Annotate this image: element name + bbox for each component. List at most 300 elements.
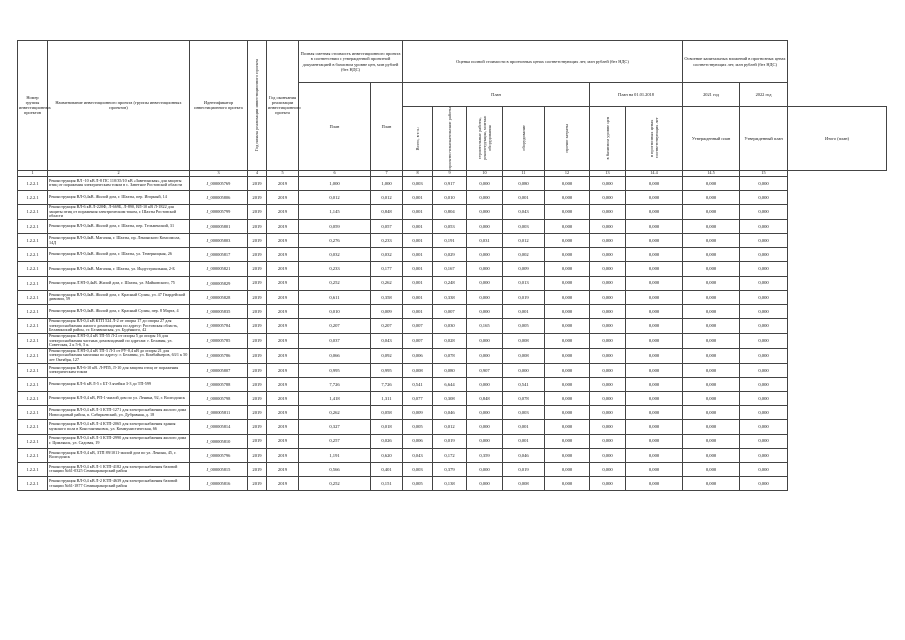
project-id-cell: J_000005821: [190, 262, 248, 276]
total-cell: 0,000: [740, 290, 788, 304]
project-name-cell: Реконструкция ВЛ-0,4 кВ Л-2 КТП-4639 для электроснабжения базовой станции №61-1877 Семикаракорский район: [48, 477, 190, 491]
total-cell: 0,000: [740, 262, 788, 276]
cost-cell: 0,000: [683, 434, 740, 448]
cost-cell: 0,000: [545, 190, 590, 204]
project-id-cell: J_000005788: [190, 377, 248, 391]
cost-cell: 0,046: [433, 406, 467, 420]
year-start-cell: 2019: [248, 190, 267, 204]
table-row: [18, 233, 887, 247]
cost-cell: 0,000: [626, 219, 683, 233]
group-cell: 1.2.2.1: [18, 248, 48, 262]
table-row: [18, 462, 887, 476]
column-index-cell: 7: [371, 170, 403, 176]
group-cell: 1.2.2.1: [18, 290, 48, 304]
cost-cell: 0,000: [626, 262, 683, 276]
year-end-cell: 2019: [267, 477, 299, 491]
year-start-cell: 2019: [248, 204, 267, 219]
cost-cell: 0,000: [545, 462, 590, 476]
group-cell: 1.2.2.1: [18, 391, 48, 405]
group-cell: 1.2.2.1: [18, 276, 48, 290]
cost-cell: 0,000: [683, 190, 740, 204]
cost-cell: 0,000: [545, 176, 590, 190]
total-cell: 0,000: [740, 377, 788, 391]
cost-cell: 0,917: [433, 176, 467, 190]
cost-cell: 0,043: [503, 204, 545, 219]
project-id-cell: J_000005814: [190, 420, 248, 434]
cost-cell: 0,000: [626, 204, 683, 219]
header-eval-other: прочие затраты: [545, 107, 590, 171]
investment-table-sheet: [17, 40, 887, 491]
cost-cell: 0,359: [467, 448, 503, 462]
year-end-cell: 2019: [267, 290, 299, 304]
header-full-cost-plan: План: [299, 83, 371, 171]
cost-cell: 1,000: [371, 176, 403, 190]
table-row: [18, 448, 887, 462]
year-end-cell: 2019: [267, 363, 299, 377]
group-cell: 1.2.2.1: [18, 420, 48, 434]
cost-cell: 0,000: [683, 363, 740, 377]
project-name-cell: Реконструкция ВЛ-0,4 кВ Л-4 КТП-2065 для электроснабжения здания мужского пола в Константиновск, ул. Коммунистическая, 66: [48, 420, 190, 434]
cost-cell: 0,000: [626, 276, 683, 290]
cost-cell: 0,000: [545, 377, 590, 391]
cost-cell: 0,001: [403, 304, 433, 318]
cost-cell: 0,262: [371, 276, 403, 290]
cost-cell: 0,019: [503, 462, 545, 476]
project-id-cell: J_000005786: [190, 348, 248, 363]
table-row: [18, 333, 887, 348]
column-index-cell: 10: [467, 170, 503, 176]
year-end-cell: 2019: [267, 420, 299, 434]
year-end-cell: 2019: [267, 276, 299, 290]
project-name-cell: Реконструкция ВЛ-0,4кВ. Жилой дом, г. Шахты, ул. Темерницкая, 26: [48, 248, 190, 262]
cost-cell: 0,000: [590, 319, 626, 334]
year-end-cell: 2019: [267, 190, 299, 204]
cost-cell: 0,620: [371, 448, 403, 462]
year-start-cell: 2019: [248, 262, 267, 276]
project-id-cell: J_000005806: [190, 190, 248, 204]
cost-cell: 0,007: [403, 333, 433, 348]
cost-cell: 0,000: [626, 190, 683, 204]
project-name-cell: Реконструкция КЛ-6 кВ Л-5 с БТ-3 ячейки 3-3 до ТП-599: [48, 377, 190, 391]
cost-cell: 0,012: [371, 190, 403, 204]
cost-cell: 0,566: [299, 462, 371, 476]
cost-cell: 0,001: [403, 190, 433, 204]
cost-cell: 0,000: [467, 204, 503, 219]
project-id-cell: J_000005803: [190, 233, 248, 247]
cost-cell: 0,001: [403, 233, 433, 247]
cost-cell: 0,000: [626, 477, 683, 491]
year-end-cell: 2019: [267, 448, 299, 462]
cost-cell: 0,165: [467, 319, 503, 334]
cost-cell: 0,019: [503, 290, 545, 304]
cost-cell: 0,000: [683, 176, 740, 190]
year-end-cell: 2019: [267, 248, 299, 262]
cost-cell: 0,007: [403, 319, 433, 334]
cost-cell: 0,000: [590, 233, 626, 247]
table-row: [18, 262, 887, 276]
cost-cell: 0,003: [503, 406, 545, 420]
project-name-cell: Реконструкция КЛ-0,4 кВ, РП-1-жилой дом по ул. Ленина, 92, г. Волгодонск: [48, 391, 190, 405]
cost-cell: 0,000: [590, 290, 626, 304]
column-index-cell: 3: [190, 170, 248, 176]
cost-cell: 7,726: [299, 377, 371, 391]
group-cell: 1.2.2.1: [18, 190, 48, 204]
year-end-cell: 2019: [267, 377, 299, 391]
cost-cell: 0,000: [467, 333, 503, 348]
cost-cell: 0,252: [299, 477, 371, 491]
cost-cell: 0,207: [371, 319, 403, 334]
cost-cell: 1,191: [299, 448, 371, 462]
project-name-cell: Реконструкция ЛЭП-0,4 кВ ТП-3 Л-3 от РУ-0,4 кВ до опоры 21 для электроснабжения магазина по адресу: г. Белавин, ул. Комбайнеров, 63/1 к 50 лет Октября, 127: [48, 348, 190, 363]
cost-cell: 0,000: [626, 333, 683, 348]
year-end-cell: 2019: [267, 262, 299, 276]
cost-cell: 0,001: [403, 262, 433, 276]
year-start-cell: 2019: [248, 377, 267, 391]
year-end-cell: 2019: [267, 391, 299, 405]
total-cell: 0,000: [740, 391, 788, 405]
cost-cell: 0,000: [545, 248, 590, 262]
column-index-cell: 14.4: [626, 170, 683, 176]
cost-cell: 0,172: [433, 448, 467, 462]
cost-cell: 0,000: [467, 477, 503, 491]
cost-cell: 0,000: [467, 348, 503, 363]
cost-cell: 0,026: [371, 434, 403, 448]
table-row: [18, 304, 887, 318]
cost-cell: 0,000: [590, 333, 626, 348]
cost-cell: 0,000: [545, 333, 590, 348]
cost-cell: 0,000: [545, 233, 590, 247]
cost-cell: 0,029: [433, 248, 467, 262]
header-full-cost: Полная сметная стоимость инвестиционного проекта в соответствии с утвержденной проектной документацией в базисном уровне цен, млн рублей (без НДС): [299, 41, 403, 83]
cost-cell: 0,005: [503, 319, 545, 334]
header-name: Наименование инвестиционного проекта (группы инвестиционных проектов): [48, 41, 190, 171]
cost-cell: 0,006: [403, 348, 433, 363]
cost-cell: 0,000: [683, 448, 740, 462]
project-id-cell: J_000005798: [190, 391, 248, 405]
project-id-cell: J_000005810: [190, 434, 248, 448]
cost-cell: 0,000: [590, 176, 626, 190]
year-start-cell: 2019: [248, 304, 267, 318]
project-id-cell: J_000005811: [190, 406, 248, 420]
group-cell: 1.2.2.1: [18, 262, 48, 276]
cost-cell: 0,000: [467, 420, 503, 434]
cost-cell: 0,000: [626, 304, 683, 318]
cost-cell: 0,006: [403, 434, 433, 448]
cost-cell: 0,401: [371, 462, 403, 476]
cost-cell: 0,000: [590, 391, 626, 405]
table-row: [18, 204, 887, 219]
cost-cell: 0,000: [590, 462, 626, 476]
cost-cell: 0,338: [433, 290, 467, 304]
cost-cell: 0,000: [467, 176, 503, 190]
cost-cell: 0,233: [299, 262, 371, 276]
cost-cell: 0,000: [683, 276, 740, 290]
cost-cell: 0,043: [371, 333, 403, 348]
cost-cell: 0,000: [467, 406, 503, 420]
cost-cell: 0,000: [467, 276, 503, 290]
cost-cell: 0,031: [467, 233, 503, 247]
total-cell: 0,000: [740, 363, 788, 377]
project-name-cell: Реконструкция ВЛ-0,4кВ. Жилой дом, г. Шахты, пер. Тельменский, 31: [48, 219, 190, 233]
year-start-cell: 2019: [248, 233, 267, 247]
year-end-cell: 2019: [267, 348, 299, 363]
table-row: [18, 434, 887, 448]
cost-cell: 0,000: [467, 290, 503, 304]
header-2022: 2022 год: [740, 83, 788, 107]
cost-cell: 0,000: [545, 290, 590, 304]
group-cell: 1.2.2.1: [18, 333, 48, 348]
cost-cell: 0,000: [626, 363, 683, 377]
project-id-cell: J_000005828: [190, 290, 248, 304]
header-approved: Утвержденный план: [683, 107, 740, 171]
project-name-cell: Реконструкция ВЛ-6-10 кВ. Л-РП5, Л-10 для защиты птиц от поражения электрическим током: [48, 363, 190, 377]
cost-cell: 0,000: [467, 377, 503, 391]
cost-cell: 0,000: [467, 190, 503, 204]
cost-cell: 0,003: [403, 176, 433, 190]
group-cell: 1.2.2.1: [18, 434, 48, 448]
cost-cell: 0,000: [626, 348, 683, 363]
project-id-cell: J_000005801: [190, 219, 248, 233]
header-id: Идентификатор инвестиционного проекта: [190, 41, 248, 171]
cost-cell: 7,726: [371, 377, 403, 391]
year-start-cell: 2019: [248, 363, 267, 377]
table-row: [18, 190, 887, 204]
project-name-cell: Реконструкция ВЛ-0,4кВ. Магазин, г. Шахты, ул. Индустриальная, 2-Б: [48, 262, 190, 276]
cost-cell: 0,000: [683, 348, 740, 363]
column-index-cell: 5: [267, 170, 299, 176]
cost-cell: 0,005: [403, 420, 433, 434]
project-id-cell: J_000005835: [190, 304, 248, 318]
cost-cell: 0,058: [371, 406, 403, 420]
group-cell: 1.2.2.1: [18, 462, 48, 476]
cost-cell: 0,001: [403, 276, 433, 290]
cost-cell: 0,000: [683, 391, 740, 405]
cost-cell: 0,000: [545, 477, 590, 491]
cost-cell: 0,000: [626, 462, 683, 476]
cost-cell: 0,000: [590, 219, 626, 233]
cost-cell: 0,000: [683, 233, 740, 247]
project-name-cell: Реконструкция ЛЭП-0,4кВ. Жилой дом, г. Шахты, ул. Майковского, 75: [48, 276, 190, 290]
cost-cell: 1,311: [371, 391, 403, 405]
year-start-cell: 2019: [248, 219, 267, 233]
table-row: [18, 377, 887, 391]
cost-cell: 0,000: [590, 420, 626, 434]
project-id-cell: J_000005817: [190, 248, 248, 262]
cost-cell: 0,010: [433, 190, 467, 204]
cost-cell: 0,000: [590, 448, 626, 462]
cost-cell: 0,000: [683, 219, 740, 233]
cost-cell: 0,000: [545, 262, 590, 276]
year-end-cell: 2019: [267, 333, 299, 348]
total-cell: 0,000: [740, 304, 788, 318]
cost-cell: 0,080: [503, 176, 545, 190]
cost-cell: 0,262: [299, 406, 371, 420]
cost-cell: 0,000: [467, 219, 503, 233]
project-name-cell: Реконструкция ВЛ-0,4 кВ Л-3 КТП-2990 для электроснабжения жилого дома г. Цимлянск, ул. Садовая, 19: [48, 434, 190, 448]
cost-cell: 0,000: [590, 190, 626, 204]
cost-cell: 0,001: [503, 304, 545, 318]
cost-cell: 1,000: [299, 176, 371, 190]
total-cell: 0,000: [740, 348, 788, 363]
cost-cell: 0,000: [683, 290, 740, 304]
year-end-cell: 2019: [267, 176, 299, 190]
cost-cell: 0,010: [299, 304, 371, 318]
project-id-cell: J_000005796: [190, 448, 248, 462]
total-cell: 0,000: [740, 406, 788, 420]
cost-cell: 0,000: [683, 262, 740, 276]
cost-cell: 0,000: [590, 348, 626, 363]
cost-cell: 0,001: [503, 434, 545, 448]
cost-cell: 0,308: [433, 391, 467, 405]
column-index-cell: 8: [403, 170, 433, 176]
group-cell: 1.2.2.1: [18, 477, 48, 491]
cost-cell: 0,848: [467, 391, 503, 405]
table-row: [18, 176, 887, 190]
cost-cell: 0,000: [626, 434, 683, 448]
project-id-cell: J_000005816: [190, 477, 248, 491]
header-proposed: Утвержденный план: [740, 107, 788, 171]
cost-cell: 0,000: [545, 420, 590, 434]
project-name-cell: Реконструкция ВЛ-0,4кВ. Магазин, г. Шахты, пр. Ленинского Комсомола, 14Д: [48, 233, 190, 247]
group-cell: 1.2.2.1: [18, 304, 48, 318]
investment-table: [17, 40, 887, 491]
header-eval-equip: оборудование: [503, 107, 545, 171]
cost-cell: 0,000: [503, 363, 545, 377]
column-index-cell: 9: [433, 170, 467, 176]
project-id-cell: J_000005829: [190, 276, 248, 290]
cost-cell: 0,009: [371, 304, 403, 318]
header-eval-smr: строительные работы, реконструкция, монтаж оборудования: [467, 107, 503, 171]
cost-cell: 0,907: [467, 363, 503, 377]
cost-cell: 0,005: [403, 477, 433, 491]
cost-cell: 0,248: [433, 276, 467, 290]
cost-cell: 0,008: [403, 363, 433, 377]
year-end-cell: 2019: [267, 319, 299, 334]
column-index-cell: 4: [248, 170, 267, 176]
project-name-cell: Реконструкция ВЛ-6 кВ Л-220Ф, Л-669Б, Л-890, ВЛ-10 кВ Л-1822 для защиты птиц от поражения электрическим током, г. Шахты Ростовской области: [48, 204, 190, 219]
project-name-cell: Реконструкция ЛЭП-0,4 кВ ТП-55 Л-2 от опоры 5 до опоры 16 для электроснабжения частных домовладений по адресам: г. Белавин, ул. Советская, 2 к 5-6, 5 к.: [48, 333, 190, 348]
cost-cell: 0,358: [371, 290, 403, 304]
group-cell: 1.2.2.1: [18, 176, 48, 190]
column-index-cell: 13: [590, 170, 626, 176]
project-name-cell: Реконструкция ВЛ-0,4кВ. Жилой дом, г. Шахты, пер. Игорный, 14: [48, 190, 190, 204]
cost-cell: 0,000: [545, 448, 590, 462]
header-eval-total: Всего, в т.ч.:: [403, 107, 433, 171]
cost-cell: 0,000: [683, 462, 740, 476]
header-full-cost-plan-2: План: [371, 83, 403, 171]
year-end-cell: 2019: [267, 233, 299, 247]
header-eval-plan: План: [403, 83, 590, 107]
cost-cell: 0,000: [626, 391, 683, 405]
header-capex: Освоение капитальных вложений в прогнозных ценах соответствующих лет, млн рублей (без НДС): [683, 41, 788, 83]
cost-cell: 0,008: [503, 348, 545, 363]
year-start-cell: 2019: [248, 290, 267, 304]
group-cell: 1.2.2.1: [18, 204, 48, 219]
cost-cell: 0,257: [299, 434, 371, 448]
table-row: [18, 477, 887, 491]
cost-cell: 0,000: [626, 319, 683, 334]
cost-cell: 0,379: [433, 462, 467, 476]
cost-cell: 0,207: [299, 319, 371, 334]
cost-cell: 0,000: [626, 420, 683, 434]
project-id-cell: J_000005799: [190, 204, 248, 219]
cost-cell: 0,000: [590, 248, 626, 262]
cost-cell: 0,000: [545, 276, 590, 290]
header-evaluation: Оценка полной стоимости в прогнозных ценах соответствующих лет, млн рублей (без НДС): [403, 41, 683, 83]
cost-cell: 0,000: [545, 406, 590, 420]
year-start-cell: 2019: [248, 462, 267, 476]
cost-cell: 0,001: [403, 219, 433, 233]
header-basis: в базисном уровне цен: [590, 107, 626, 171]
cost-cell: 0,037: [299, 333, 371, 348]
total-cell: 0,000: [740, 420, 788, 434]
cost-cell: 0,000: [683, 248, 740, 262]
header-2021: 2021 год: [683, 83, 740, 107]
cost-cell: 0,000: [467, 462, 503, 476]
cost-cell: 0,000: [590, 304, 626, 318]
cost-cell: 0,000: [545, 363, 590, 377]
cost-cell: 0,000: [545, 391, 590, 405]
year-start-cell: 2019: [248, 406, 267, 420]
cost-cell: 0,000: [467, 262, 503, 276]
cost-cell: 0,053: [433, 219, 467, 233]
cost-cell: 0,000: [683, 319, 740, 334]
cost-cell: 0,000: [626, 377, 683, 391]
cost-cell: 0,003: [503, 219, 545, 233]
total-cell: 0,000: [740, 248, 788, 262]
cost-cell: 0,018: [371, 420, 403, 434]
cost-cell: 0,002: [503, 248, 545, 262]
cost-cell: 0,000: [545, 204, 590, 219]
cost-cell: 0,541: [403, 377, 433, 391]
cost-cell: 0,030: [433, 319, 467, 334]
year-end-cell: 2019: [267, 219, 299, 233]
cost-cell: 0,057: [371, 219, 403, 233]
cost-cell: 6,644: [433, 377, 467, 391]
cost-cell: 1,145: [299, 204, 371, 219]
cost-cell: 0,848: [371, 204, 403, 219]
project-name-cell: Реконструкция ВЛ-0,4 кВ Л-1 КТП-4182 для электроснабжения базовой станции №61-0325 Семикаракорский район: [48, 462, 190, 476]
cost-cell: 0,000: [590, 262, 626, 276]
cost-cell: 0,032: [371, 248, 403, 262]
cost-cell: 0,001: [403, 204, 433, 219]
total-cell: 0,000: [740, 219, 788, 233]
project-id-cell: J_000005785: [190, 333, 248, 348]
column-index-cell: 6: [299, 170, 371, 176]
cost-cell: 0,000: [683, 204, 740, 219]
year-start-cell: 2019: [248, 319, 267, 334]
cost-cell: 0,028: [433, 333, 467, 348]
cost-cell: 0,000: [590, 276, 626, 290]
cost-cell: 0,000: [626, 448, 683, 462]
cost-cell: 0,000: [590, 363, 626, 377]
cost-cell: 0,000: [626, 248, 683, 262]
header-eval-pir: проектно-изыскательские работы: [433, 107, 467, 171]
table-row: [18, 348, 887, 363]
cost-cell: 0,046: [503, 448, 545, 462]
year-start-cell: 2019: [248, 434, 267, 448]
cost-cell: 0,001: [403, 248, 433, 262]
cost-cell: 0,013: [503, 276, 545, 290]
cost-cell: 0,000: [590, 406, 626, 420]
group-cell: 1.2.2.1: [18, 319, 48, 334]
cost-cell: 0,059: [299, 219, 371, 233]
project-name-cell: Реконструкция ВЛ-0,4кВ. Жилой дом, г. Красный Сулин, ул. 47 Гвардейской дивизии, 59: [48, 290, 190, 304]
year-end-cell: 2019: [267, 406, 299, 420]
total-cell: 0,000: [740, 276, 788, 290]
cost-cell: 0,000: [545, 219, 590, 233]
year-start-cell: 2019: [248, 420, 267, 434]
